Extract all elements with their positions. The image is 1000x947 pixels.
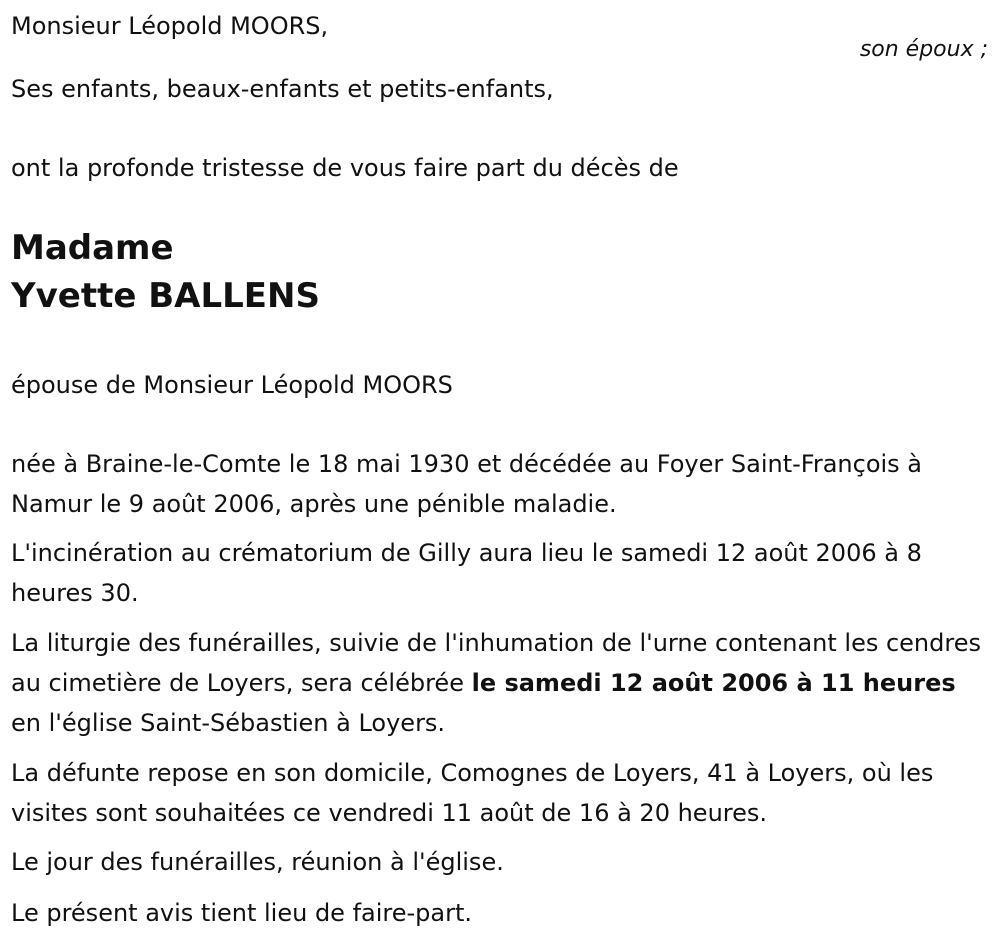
liturgy-paragraph bbox=[11, 623, 989, 743]
cremation-paragraph: L'incinération au crématorium de Gilly aura lieu le samedi 12 août 2006 à 8 heures 30. bbox=[11, 539, 922, 607]
liturgy-date-bold: le samedi 12 août 2006 à 11 heures bbox=[471, 669, 956, 697]
visitation-paragraph: La défunte repose en son domicile, Comognes de Loyers, 41 à Loyers, où les visites sont souhaitées ce vendredi 11 août de 16 à 20 heures. bbox=[11, 759, 934, 827]
announcement-text: ont la profonde tristesse de vous faire part du décès de bbox=[11, 154, 679, 182]
liturgy-text-after: en l'église Saint-Sébastien à Loyers. bbox=[11, 709, 446, 737]
notice-line: Le présent avis tient lieu de faire-part. bbox=[11, 899, 473, 927]
funeral-meeting-line: Le jour des funérailles, réunion à l'église. bbox=[11, 848, 504, 876]
deceased-title: Madame bbox=[11, 228, 174, 268]
spouse-name: Monsieur Léopold MOORS, bbox=[11, 12, 329, 40]
birth-death-paragraph: née à Braine-le-Comte le 18 mai 1930 et décédée au Foyer Saint-François à Namur le 9 août 2006, après une pénible maladie. bbox=[11, 450, 923, 518]
liturgy-text-before: La liturgie des funérailles, suivie de l'inhumation de l'urne contenant les cendres au cimetière de Loyers, sera célébrée bbox=[11, 629, 981, 697]
family-line: Ses enfants, beaux-enfants et petits-enfants, bbox=[11, 75, 554, 103]
deceased-name: Yvette BALLENS bbox=[11, 276, 320, 316]
spouse-line: épouse de Monsieur Léopold MOORS bbox=[11, 371, 453, 399]
spouse-role: son époux ; bbox=[859, 37, 988, 62]
